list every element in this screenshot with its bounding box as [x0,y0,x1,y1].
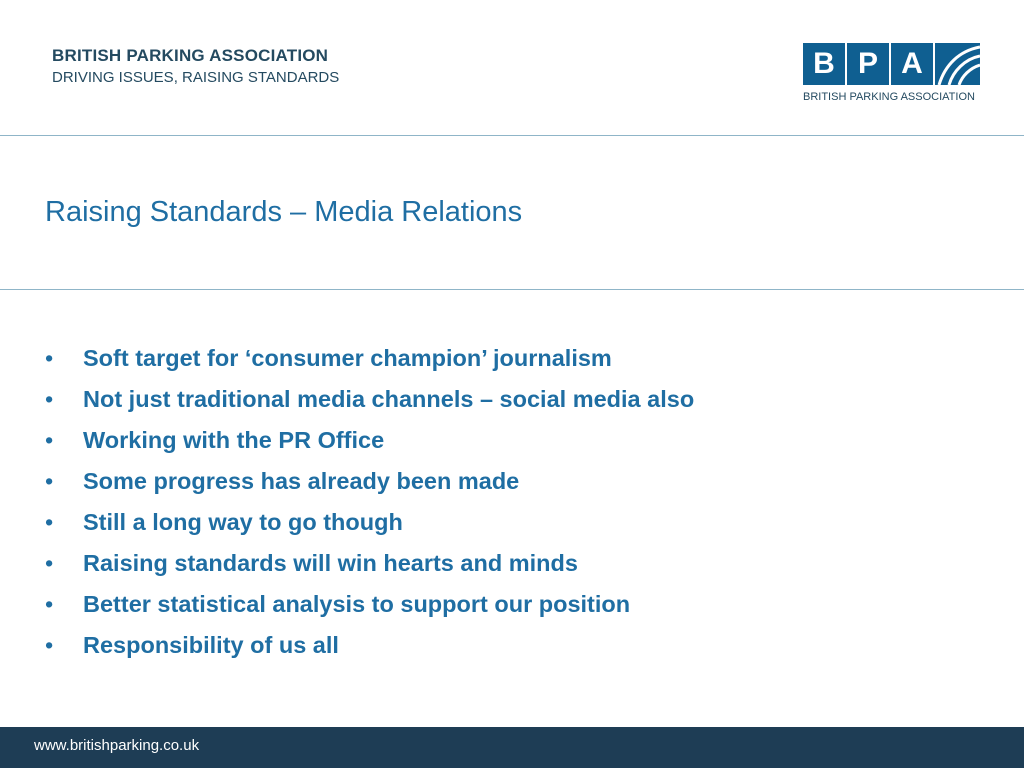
header-tagline: DRIVING ISSUES, RAISING STANDARDS [52,69,340,86]
bullet-item [45,548,694,589]
logo-letter-p: P [847,43,889,85]
bullet-text: Soft target for ‘consumer champion’ journalism [83,345,612,371]
bullet-marker: • [45,345,54,371]
bullet-text: Responsibility of us all [83,632,339,658]
footer-bar [0,727,1024,768]
bullet-item [45,589,694,630]
bullet-marker: • [45,509,54,535]
slide-title: Raising Standards – Media Relations [45,196,523,228]
bullet-marker: • [45,468,54,494]
bullet-item [45,343,694,384]
header-divider [0,135,1024,136]
bullet-text: Raising standards will win hearts and minds [83,550,578,576]
bullet-text: Better statistical analysis to support our position [83,591,631,617]
bullet-text: Some progress has already been made [83,468,520,494]
logo-letter-a: A [891,43,933,85]
bullet-list [45,343,694,671]
logo-caption: BRITISH PARKING ASSOCIATION [803,91,975,103]
bullet-marker: • [45,550,54,576]
bullet-marker: • [45,386,54,412]
bullet-marker: • [45,427,54,453]
bullet-item [45,384,694,425]
bullet-item [45,466,694,507]
bullet-text: Not just traditional media channels – social media also [83,386,695,412]
header-org-name: BRITISH PARKING ASSOCIATION [52,46,329,65]
logo-letter-b: B [803,43,845,85]
footer-url: www.britishparking.co.uk [34,737,200,754]
bullet-item [45,425,694,466]
bullet-marker: • [45,632,54,658]
bullet-marker: • [45,591,54,617]
road-curves-icon [935,43,980,85]
bullet-item [45,507,694,548]
bullet-item [45,630,694,671]
bullet-text: Still a long way to go though [83,509,403,535]
title-divider [0,289,1024,290]
bpa-logo [803,43,980,106]
logo-letters [803,43,935,85]
bullet-text: Working with the PR Office [83,427,385,453]
